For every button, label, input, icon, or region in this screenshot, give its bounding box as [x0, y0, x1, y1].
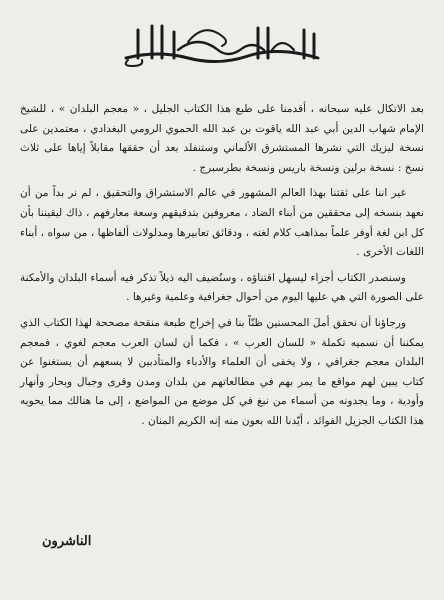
- paragraph-2: غير اننا على ثقتنا بهذا العالم المشهور في عالم الاستشراق والتحقيق ، لم نر بداً من أن نعهد بنسخه إلى محققين من أبناء الضاد ، معروفين بتدقيقهم وسعة معارفهم ، ذاك ليقيننا بأن كل ابن لغة أوفر علماً بمذاهب كلام لغته ، ودقائق تعابيرها ومدلولات ألفاظها ، من سواه ، أبناء اللغات الأخرى .: [20, 187, 424, 259]
- paragraph-3: وسنصدر الكتاب أجزاء ليسهل اقتناؤه ، وسنُضيف اليه ذيلاً تذكر فيه أسماء البلدان والأمكنة على الصورة التي هي عليها اليوم من أحوال جغرافية وعلمية وغيرها .: [20, 271, 424, 304]
- preface-text: [20, 100, 424, 438]
- basmala-calligraphy: [118, 20, 328, 70]
- publishers-signature: الناشرون: [42, 534, 92, 549]
- paragraph-4: ورجاؤنا أن نحقق أملَ المحسنين ظنّاً بنا في إخراج طبعة منقحة مصححة لهذا الكتاب الذي يمكننا أن نسميه تكملة « للسان العرب » ، فكما أن لسان العرب معجم لغوي ، فمعجم البلدان معجم جغرافي ، ولا يخفى أن العلماء والأدباء والمتأدبين لا يسعهم أن يستغنوا عن كتاب يبين لهم مواقع ما يمر بهم في مطالعاتهم من بلدان ومدن وقرى وجبال وبحار وأنهار وأودية ، وما يجدونه من أسماء من نبغ في كل موضع من المواضع ، إلى ما هنالك مما يحويه هذا الكتاب الجزيل الفوائد ، أيّدنا الله بعون منه إنه الكريم المنان .: [20, 316, 424, 427]
- paragraph-1: بعد الاتكال عليه سبحانه ، أقدمنا على طبع هذا الكتاب الجليل ، « معجم البلدان » ، للشيخ الإمام شهاب الدين أبي عبد الله ياقوت بن عبد الله الحموي الرومي البغدادي ، معتمدين على نسخة ليزيك التي نشرها المستشرق الألماني وستنفلد بعد أن حققها مقابلاً إياها على ثلاث نسخ : نسخة برلين ونسخة باريس ونسخة بطرسبرج .: [20, 103, 424, 174]
